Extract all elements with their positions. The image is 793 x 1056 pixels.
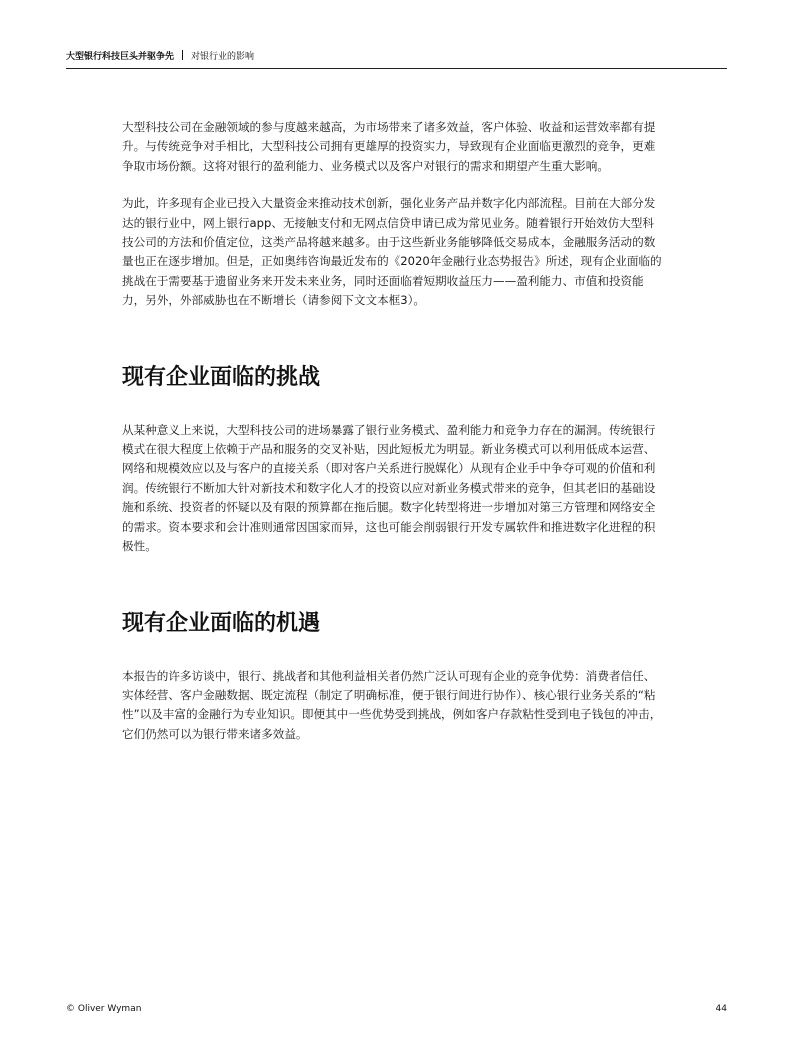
main-content [122,118,664,744]
paragraph-opportunities: 本报告的许多访谈中，银行、挑战者和其他利益相关者仍然广泛认可现有企业的竞争优势：消费者信任、实体经营、客户金融数据、既定流程（制定了明确标准，便于银行间进行协作）、核心银行业务关系的“粘性”以及丰富的金融行为专业知识。即便其中一些优势受到挑战，例如客户存款粘性受到电子钱包的冲击，它们仍然可以为银行带来诸多效益。 [122,668,662,741]
header-title: 大型银行科技巨头并驱争先 [66,52,175,62]
paragraph-challenges: 从某种意义上来说，大型科技公司的进场暴露了银行业务模式、盈利能力和竞争力存在的漏洞。传统银行模式在很大程度上依赖于产品和服务的交叉补贴，因此短板尤为明显。新业务模式可以利用低成本运营、网络和规模效应以及与客户的直接关系（即对客户关系进行脱媒化）从现有企业手中争夺可观的价值和利润。传统银行不断加大针对新技术和数字化人才的投资以应对新业务模式带来的竞争，但其老旧的基础设施和系统、投资者的怀疑以及有限的预算都在拖后腿。数字化转型将进一步增加对第三方管理和网络安全的需求。资本要求和会计准则通常因国家而异，这也可能会削弱银行开发专属软件和推进数字化进程的积极性。 [122,422,656,554]
page-header [66,50,727,70]
paragraph-investment: 为此，许多现有企业已投入大量资金来推动技术创新，强化业务产品并数字化内部流程。目前在大部分发达的银行业中，网上银行app、无接触支付和无网点信贷申请已成为常见业务。随着银行开始效仿大型科技公司的方法和价值定位，这类产品将越来越多。由于这些新业务能够降低交易成本，金融服务活动的数量也正在逐步增加。但是，正如奥纬咨询最近发布的《2020年金融行业态势报告》所述，现有企业面临的挑战在于需要基于遗留业务来开发未来业务，同时还面临着短期收益压力——盈利能力、市值和投资能力，另外，外部威胁也在不断增长（请参阅下文文本框3）。 [122,196,662,308]
header-rule [66,68,727,69]
header-subtitle: 对银行业的影响 [191,52,255,62]
header-separator [182,50,183,60]
heading-opportunities: 现有企业面临的机遇 [122,610,321,636]
heading-challenges: 现有企业面临的挑战 [122,364,321,390]
footer-copyright: © Oliver Wyman [66,1004,142,1014]
footer-page-number: 44 [715,1004,727,1014]
paragraph-intro: 大型科技公司在金融领域的参与度越来越高，为市场带来了诸多效益，客户体验、收益和运营效率都有提升。与传统竞争对手相比，大型科技公司拥有更雄厚的投资实力，导致现有企业面临更激烈的竞争，更难争取市场份额。这将对银行的盈利能力、业务模式以及客户对银行的需求和期望产生重大影响。 [122,120,656,173]
